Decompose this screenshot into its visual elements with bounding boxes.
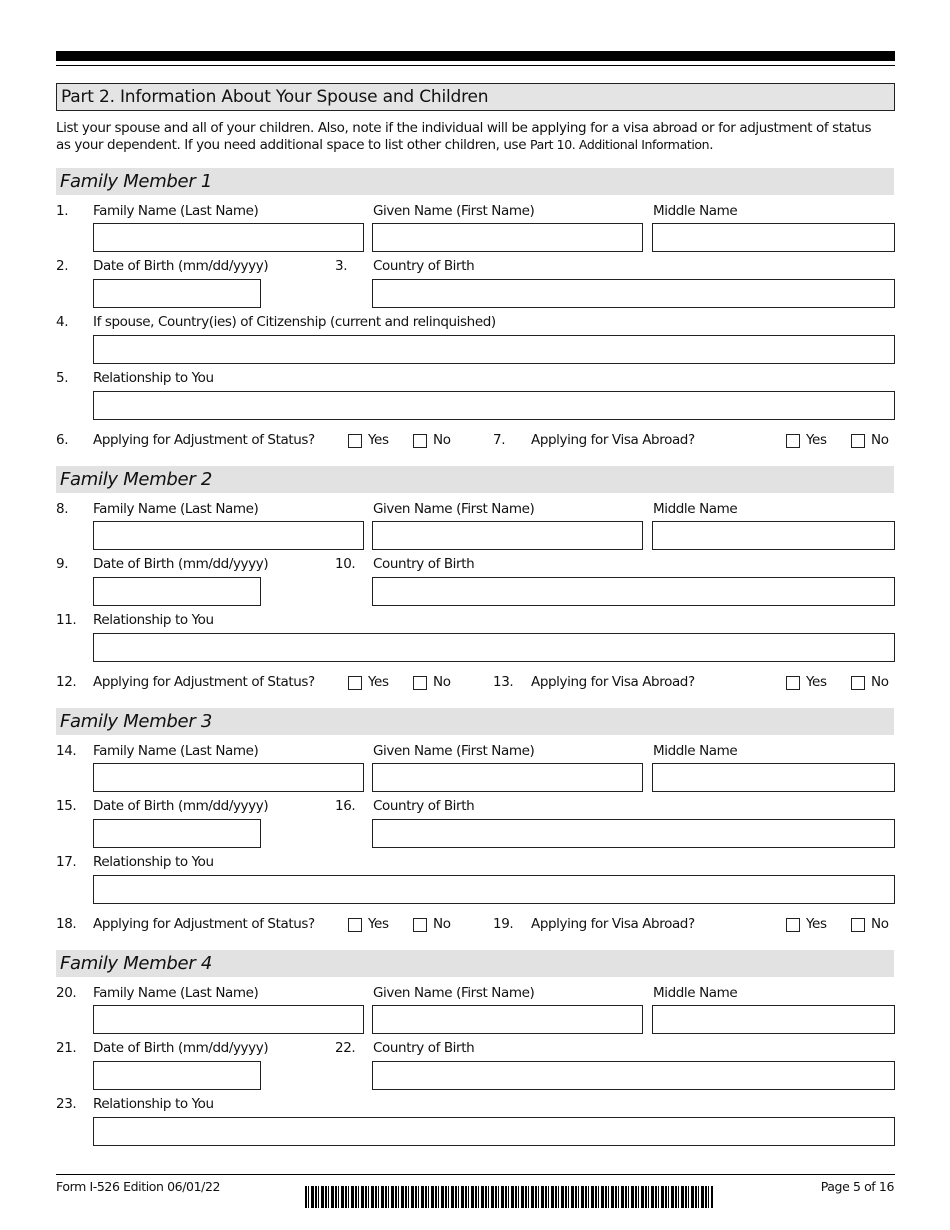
item-number: 16. — [335, 798, 356, 814]
country-of-birth-label: Country of Birth — [373, 1040, 475, 1056]
item-number: 11. — [56, 612, 77, 628]
given-name-label: Given Name (First Name) — [373, 501, 535, 517]
item-number: 1. — [56, 203, 69, 219]
item-number: 23. — [56, 1096, 77, 1112]
citizenship-label: If spouse, Country(ies) of Citizenship (current and relinquished) — [93, 314, 496, 330]
country-of-birth-input[interactable] — [372, 577, 895, 606]
item-number: 15. — [56, 798, 77, 814]
given-name-input[interactable] — [372, 223, 643, 252]
middle-name-label: Middle Name — [653, 501, 738, 517]
family-member-2-header: Family Member 2 — [56, 466, 894, 493]
item-number: 4. — [56, 314, 69, 330]
adjustment-yes-checkbox[interactable] — [348, 676, 362, 690]
no-label: No — [871, 674, 889, 690]
intro-end: . — [709, 137, 714, 153]
item-number: 13. — [493, 674, 514, 690]
middle-name-input[interactable] — [652, 763, 895, 792]
relationship-label: Relationship to You — [93, 612, 214, 628]
visa-yes-checkbox[interactable] — [786, 434, 800, 448]
adjustment-no-checkbox[interactable] — [413, 676, 427, 690]
yes-label: Yes — [368, 916, 389, 932]
visa-label: Applying for Visa Abroad? — [531, 432, 695, 448]
dob-label: Date of Birth (mm/dd/yyyy) — [93, 556, 269, 572]
relationship-input[interactable] — [93, 875, 895, 904]
item-number: 14. — [56, 743, 77, 759]
no-label: No — [433, 432, 451, 448]
item-number: 12. — [56, 674, 77, 690]
country-of-birth-input[interactable] — [372, 1061, 895, 1090]
form-edition: Form I-526 Edition 06/01/22 — [56, 1179, 221, 1194]
relationship-input[interactable] — [93, 391, 895, 420]
adjustment-yes-checkbox[interactable] — [348, 434, 362, 448]
item-number: 20. — [56, 985, 77, 1001]
country-of-birth-label: Country of Birth — [373, 798, 475, 814]
item-number: 18. — [56, 916, 77, 932]
given-name-label: Given Name (First Name) — [373, 985, 535, 1001]
dob-label: Date of Birth (mm/dd/yyyy) — [93, 258, 269, 274]
given-name-input[interactable] — [372, 1005, 643, 1034]
visa-no-checkbox[interactable] — [851, 918, 865, 932]
middle-name-label: Middle Name — [653, 203, 738, 219]
item-number: 9. — [56, 556, 69, 572]
family-name-label: Family Name (Last Name) — [93, 743, 259, 759]
family-name-input[interactable] — [93, 521, 364, 550]
item-number: 6. — [56, 432, 69, 448]
family-member-4-header: Family Member 4 — [56, 950, 894, 977]
dob-input[interactable] — [93, 577, 261, 606]
dob-input[interactable] — [93, 819, 261, 848]
adjustment-yes-checkbox[interactable] — [348, 918, 362, 932]
yes-label: Yes — [368, 432, 389, 448]
no-label: No — [433, 916, 451, 932]
visa-yes-checkbox[interactable] — [786, 676, 800, 690]
item-number: 8. — [56, 501, 69, 517]
given-name-input[interactable] — [372, 763, 643, 792]
given-name-label: Given Name (First Name) — [373, 743, 535, 759]
family-name-input[interactable] — [93, 1005, 364, 1034]
middle-name-label: Middle Name — [653, 985, 738, 1001]
no-label: No — [871, 916, 889, 932]
family-name-input[interactable] — [93, 223, 364, 252]
country-of-birth-label: Country of Birth — [373, 556, 475, 572]
yes-label: Yes — [806, 432, 827, 448]
family-name-label: Family Name (Last Name) — [93, 501, 259, 517]
middle-name-input[interactable] — [652, 223, 895, 252]
yes-label: Yes — [806, 674, 827, 690]
visa-no-checkbox[interactable] — [851, 676, 865, 690]
item-number: 10. — [335, 556, 356, 572]
family-name-label: Family Name (Last Name) — [93, 203, 259, 219]
adjustment-no-checkbox[interactable] — [413, 918, 427, 932]
dob-label: Date of Birth (mm/dd/yyyy) — [93, 798, 269, 814]
adjustment-no-checkbox[interactable] — [413, 434, 427, 448]
barcode — [305, 1186, 713, 1208]
part-title: Part 2. Information About Your Spouse and Children — [56, 83, 895, 111]
item-number: 22. — [335, 1040, 356, 1056]
dob-input[interactable] — [93, 1061, 261, 1090]
visa-yes-checkbox[interactable] — [786, 918, 800, 932]
item-number: 7. — [493, 432, 506, 448]
yes-label: Yes — [806, 916, 827, 932]
adjustment-label: Applying for Adjustment of Status? — [93, 916, 315, 932]
item-number: 19. — [493, 916, 514, 932]
visa-label: Applying for Visa Abroad? — [531, 674, 695, 690]
given-name-input[interactable] — [372, 521, 643, 550]
family-member-1-header: Family Member 1 — [56, 168, 894, 195]
dob-label: Date of Birth (mm/dd/yyyy) — [93, 1040, 269, 1056]
citizenship-input[interactable] — [93, 335, 895, 364]
middle-name-input[interactable] — [652, 521, 895, 550]
item-number: 21. — [56, 1040, 77, 1056]
relationship-label: Relationship to You — [93, 1096, 214, 1112]
item-number: 17. — [56, 854, 77, 870]
adjustment-label: Applying for Adjustment of Status? — [93, 432, 315, 448]
country-of-birth-label: Country of Birth — [373, 258, 475, 274]
item-number: 3. — [335, 258, 348, 274]
top-rule-thick — [56, 51, 895, 61]
family-member-3-header: Family Member 3 — [56, 708, 894, 735]
family-name-label: Family Name (Last Name) — [93, 985, 259, 1001]
part10-reference: Part 10. Additional Information — [530, 137, 710, 152]
yes-label: Yes — [368, 674, 389, 690]
family-name-input[interactable] — [93, 763, 364, 792]
intro-line-1: List your spouse and all of your children. Also, note if the individual will be applying for a visa abroad or for adjustment of status — [56, 120, 872, 136]
visa-label: Applying for Visa Abroad? — [531, 916, 695, 932]
no-label: No — [871, 432, 889, 448]
relationship-label: Relationship to You — [93, 854, 214, 870]
relationship-input[interactable] — [93, 633, 895, 662]
top-rule-thin — [56, 65, 895, 66]
country-of-birth-input[interactable] — [372, 819, 895, 848]
item-number: 5. — [56, 370, 69, 386]
page-number: Page 5 of 16 — [820, 1179, 894, 1194]
footer-rule — [56, 1174, 895, 1175]
visa-no-checkbox[interactable] — [851, 434, 865, 448]
relationship-label: Relationship to You — [93, 370, 214, 386]
no-label: No — [433, 674, 451, 690]
middle-name-label: Middle Name — [653, 743, 738, 759]
dob-input[interactable] — [93, 279, 261, 308]
intro-text: as your dependent. If you need additional space to list other children, use — [56, 137, 530, 153]
adjustment-label: Applying for Adjustment of Status? — [93, 674, 315, 690]
middle-name-input[interactable] — [652, 1005, 895, 1034]
country-of-birth-input[interactable] — [372, 279, 895, 308]
item-number: 2. — [56, 258, 69, 274]
intro-line-2 — [56, 137, 713, 153]
relationship-input[interactable] — [93, 1117, 895, 1146]
given-name-label: Given Name (First Name) — [373, 203, 535, 219]
